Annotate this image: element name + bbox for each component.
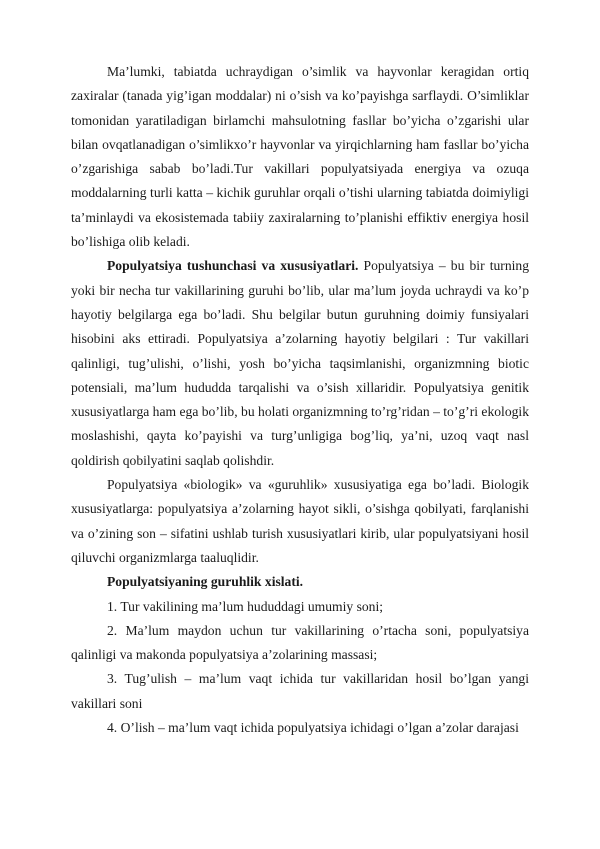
list-item-3: 3. Tug’ulish – ma’lum vaqt ichida tur vakillaridan hosil bo’lgan yangi vakillari soni: [71, 671, 529, 711]
paragraph-heading-population-concept: Populyatsiya tushunchasi va xususiyatlari.: [107, 258, 359, 274]
document-page: [71, 60, 529, 740]
list-item-4: 4. O’lish – ma’lum vaqt ichida populyatsiya ichidagi o’lgan a’zolar darajasi: [107, 720, 519, 736]
paragraph-population-concept: [71, 254, 529, 473]
paragraph-body-population-concept: Populyatsiya – bu bir turning yoki bir necha tur vakillarining guruhi bo’lib, ular ma’lum joyda uchraydi va ko’p hayotiy belgilarga ega bo’ladi. Shu belgilar butun guruhning doimiy funsiyalari hisobini aks ettiradi. Populyatsiya a’zolarning hayotiy belgilari : Tur vakillari qalinligi, tug’ulishi, o’lishi, yosh bo’yicha taqsimlanishi, organizmning biotic potensiali, ma’lum hududda tarqalishi va o’sish xillaridir. Populyatsiya genitik xususiyatlarga ham ega bo’lib, bu holati organizmning to’rg’ridan – to’g’ri ekologik moslashishi, qayta ko’payishi va turg’unligiga bog’liq, ya’ni, uzoq vaqt nasl qoldirish qobilyatini saqlab qolishdir.: [71, 258, 529, 468]
paragraph-intro: Ma’lumki, tabiatda uchraydigan o’simlik va hayvonlar keragidan ortiq zaxiralar (tanada yig’igan moddalar) ni o’sish va ko’payishga sarflaydi. O’simliklar tomonidan yaratiladigan birlamchi mahsulotning fasllar bo’yicha o’zgarishi ular bilan ovqatlanadigan o’simlikxo’r hayvonlar va yirqichlarning ham fasllar bo’yicha o’zgarishiga sabab bo’ladi.Tur vakillari populyatsiyada energiya va ozuqa moddalarning turli katta – kichik guruhlar orqali o’tishi ularning tabiatda doimiyligi ta’minlaydi va ekosistemada tabiiy zaxiralarning to’planishi effiktiv energiya hosil bo’lishiga olib keladi.: [71, 64, 529, 250]
list-item-2: 2. Ma’lum maydon uchun tur vakillarining o’rtacha soni, populyatsiya qalinligi va makonda populyatsiya a’zolarining massasi;: [71, 622, 529, 663]
paragraph-biological-group: Populyatsiya «biologik» va «guruhlik» xususiyatiga ega bo’ladi. Biologik xususiyatlarga: populyatsiya a’zolarning hayot sikli, o’sishga qobilyati, farqlanishi va o’zining son – sifatini ushlab turish xususiyatlari kirib, ular populyatsiyani hosil qiluvchi organizmlarga taaluqlidir.: [71, 477, 529, 565]
section-heading-group-traits: Populyatsiyaning guruhlik xislati.: [107, 574, 304, 590]
list-item-1: 1. Tur vakilining ma’lum hududdagi umumiy soni;: [107, 598, 384, 614]
